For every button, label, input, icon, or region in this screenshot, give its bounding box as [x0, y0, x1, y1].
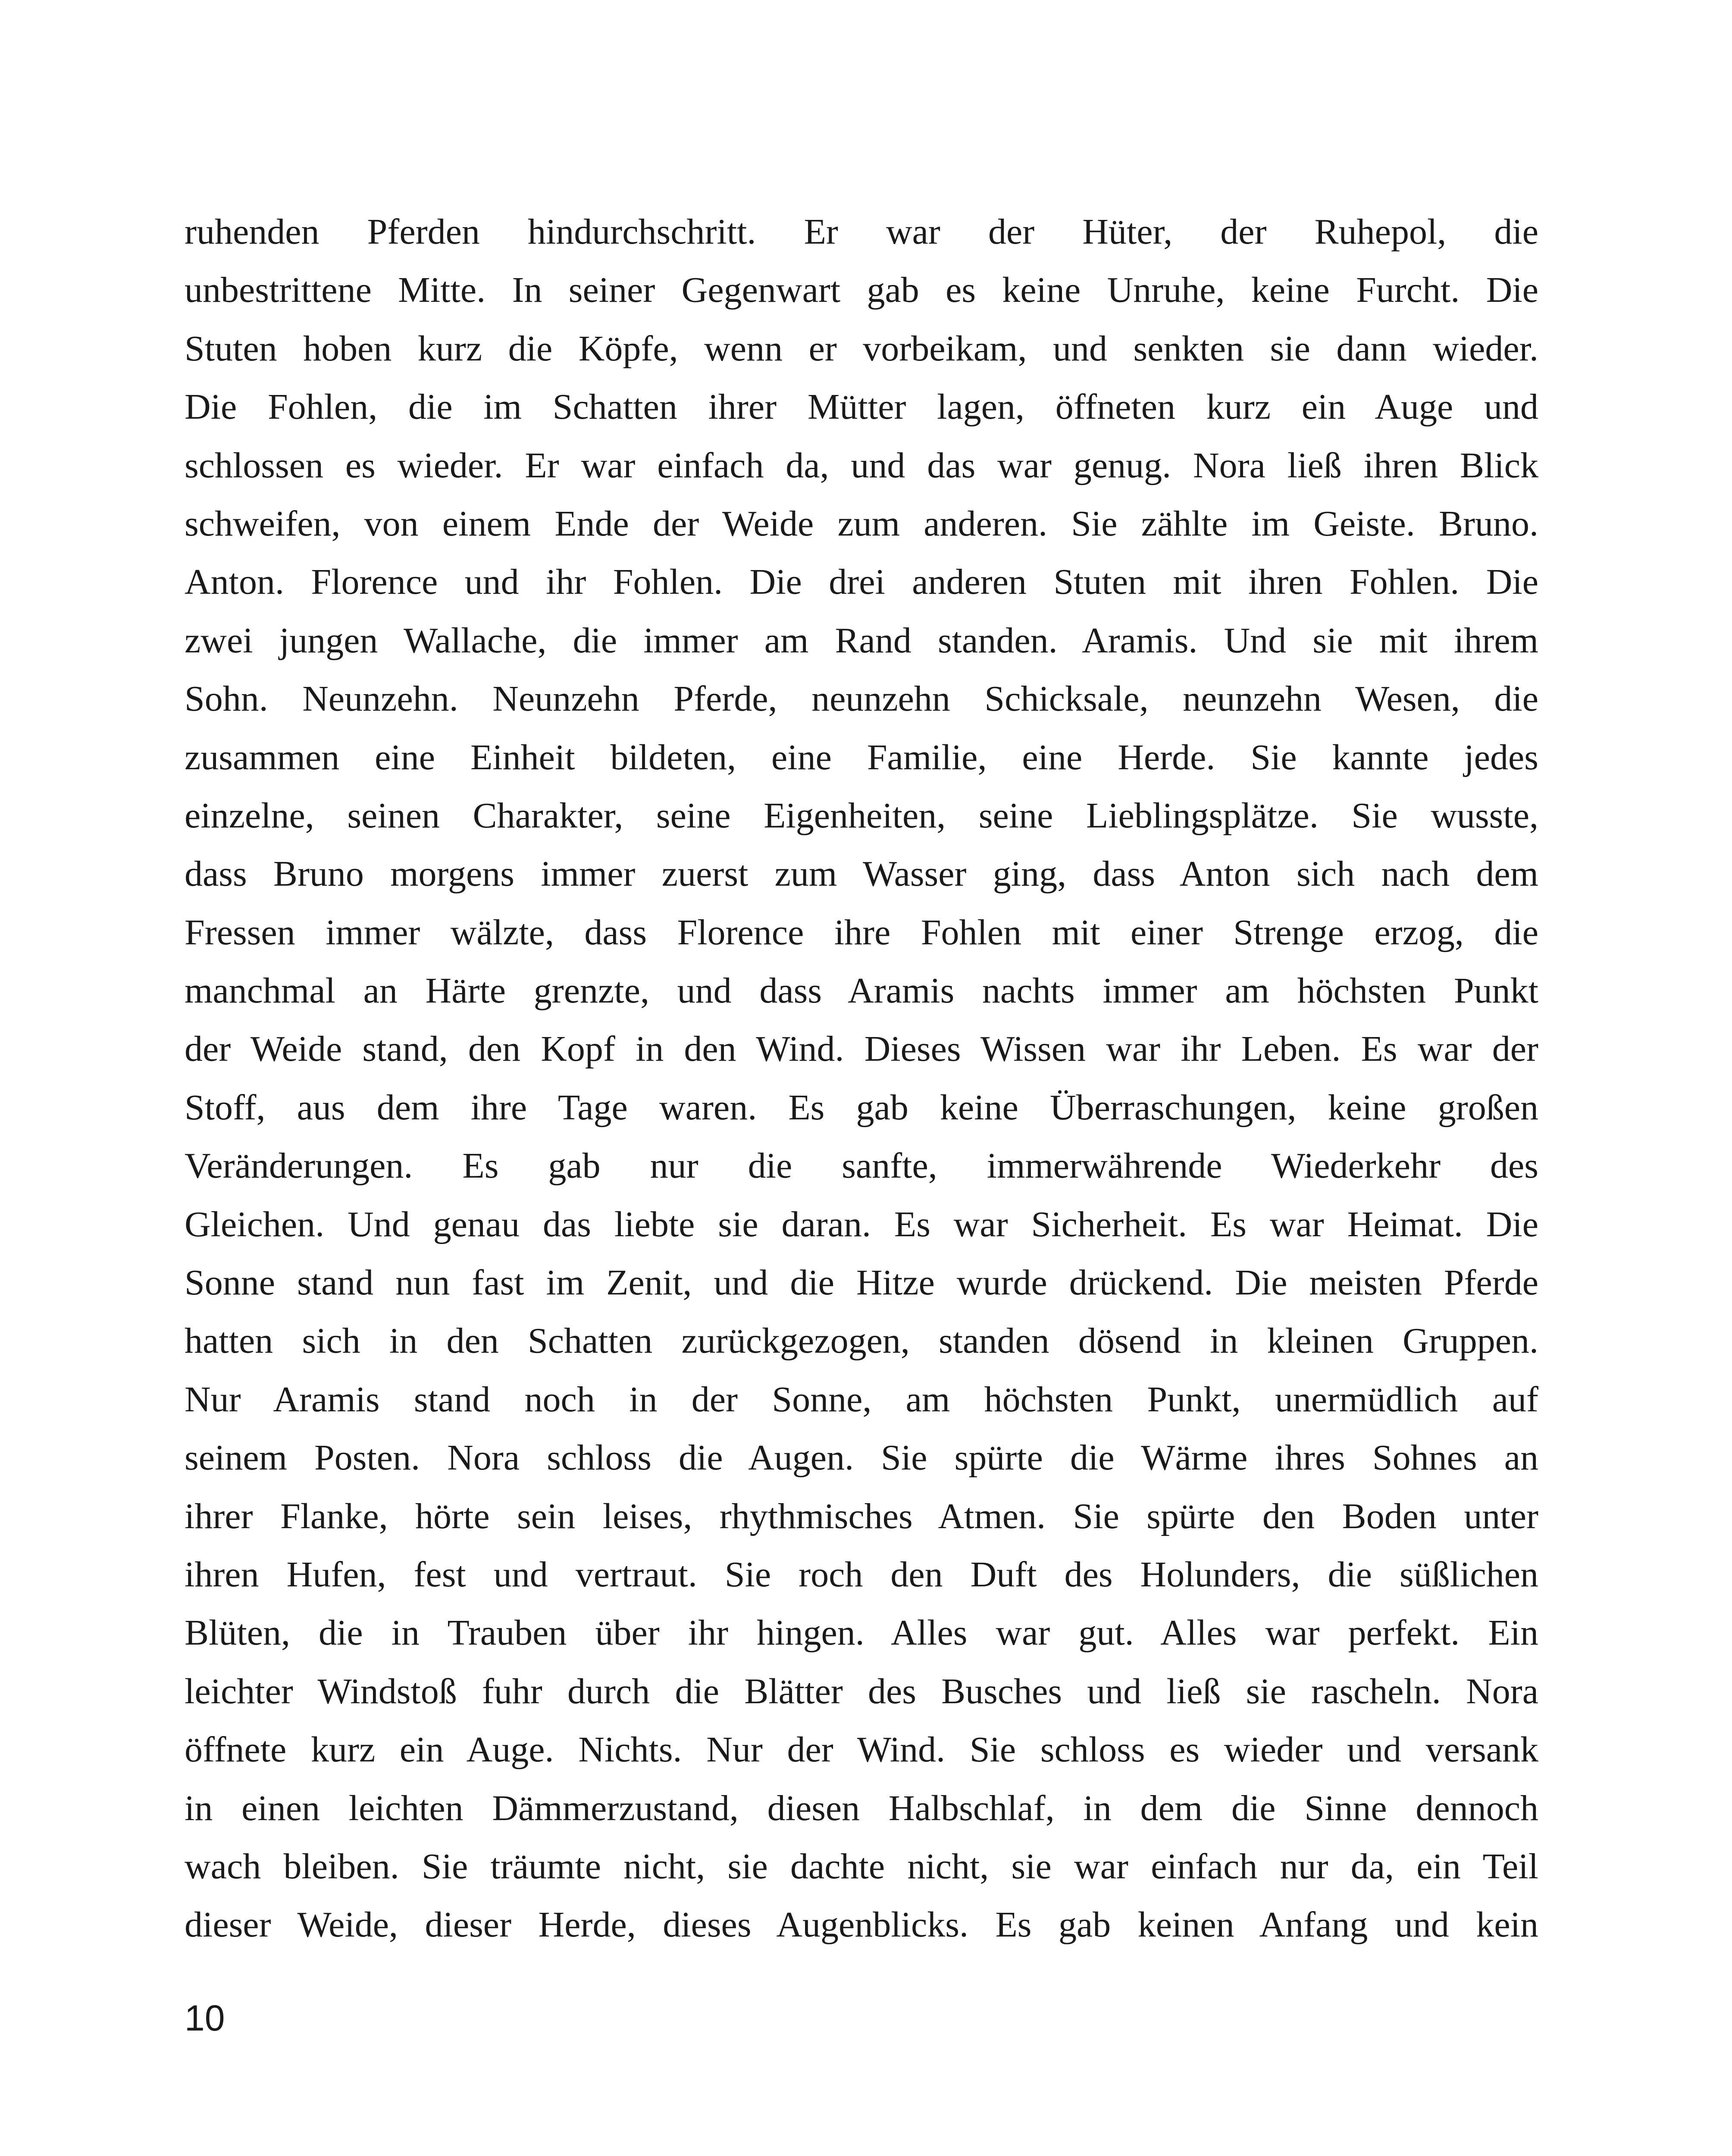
text-line: der Weide stand, den Kopf in den Wind. Dieses Wissen war ihr Leben. Es war der	[185, 1029, 1538, 1069]
text-line: öffnete kurz ein Auge. Nichts. Nur der Wind. Sie schloss es wieder und versank	[185, 1730, 1538, 1770]
text-line: seinem Posten. Nora schloss die Augen. Sie spürte die Wärme ihres Sohnes an	[185, 1438, 1538, 1478]
text-line: einzelne, seinen Charakter, seine Eigenheiten, seine Lieblingsplätze. Sie wusste,	[185, 795, 1538, 836]
text-line: unbestrittene Mitte. In seiner Gegenwart gab es keine Unruhe, keine Furcht. Die	[185, 270, 1538, 310]
text-line: Sohn. Neunzehn. Neunzehn Pferde, neunzehn Schicksale, neunzehn Wesen, die	[185, 679, 1538, 719]
page-number: 10	[185, 1998, 225, 2038]
text-line: Veränderungen. Es gab nur die sanfte, immerwährende Wiederkehr des	[185, 1146, 1538, 1186]
text-line: in einen leichten Dämmerzustand, diesen Halbschlaf, in dem die Sinne dennoch	[185, 1788, 1538, 1828]
text-line: ihrer Flanke, hörte sein leises, rhythmisches Atmen. Sie spürte den Boden unter	[185, 1496, 1538, 1536]
text-line: Stuten hoben kurz die Köpfe, wenn er vorbeikam, und senkten sie dann wieder.	[185, 328, 1538, 369]
text-line: ruhenden Pferden hindurchschritt. Er war der Hüter, der Ruhepol, die	[185, 212, 1538, 252]
text-line: zwei jungen Wallache, die immer am Rand standen. Aramis. Und sie mit ihrem	[185, 620, 1538, 661]
text-line: Gleichen. Und genau das liebte sie daran. Es war Sicherheit. Es war Heimat. Die	[185, 1204, 1538, 1244]
text-line: zusammen eine Einheit bildeten, eine Familie, eine Herde. Sie kannte jedes	[185, 737, 1538, 777]
text-line: Fressen immer wälzte, dass Florence ihre Fohlen mit einer Strenge erzog, die	[185, 912, 1538, 953]
text-line: Blüten, die in Trauben über ihr hingen. Alles war gut. Alles war perfekt. Ein	[185, 1613, 1538, 1653]
body-text	[185, 203, 1538, 1954]
text-line: Nur Aramis stand noch in der Sonne, am höchsten Punkt, unermüdlich auf	[185, 1379, 1538, 1420]
text-line: ihren Hufen, fest und vertraut. Sie roch den Duft des Holunders, die süßlichen	[185, 1554, 1538, 1595]
text-line: wach bleiben. Sie träumte nicht, sie dachte nicht, sie war einfach nur da, ein Teil	[185, 1846, 1538, 1887]
text-line: Anton. Florence und ihr Fohlen. Die drei anderen Stuten mit ihren Fohlen. Die	[185, 562, 1538, 602]
text-line: Sonne stand nun fast im Zenit, und die Hitze wurde drückend. Die meisten Pferde	[185, 1263, 1538, 1303]
text-line: leichter Windstoß fuhr durch die Blätter des Busches und ließ sie rascheln. Nora	[185, 1671, 1538, 1711]
text-line: schlossen es wieder. Er war einfach da, und das war genug. Nora ließ ihren Blick	[185, 445, 1538, 486]
text-line: dieser Weide, dieser Herde, dieses Augenblicks. Es gab keinen Anfang und kein	[185, 1905, 1538, 1945]
text-line: dass Bruno morgens immer zuerst zum Wasser ging, dass Anton sich nach dem	[185, 854, 1538, 894]
text-line: Stoff, aus dem ihre Tage waren. Es gab keine Überraschungen, keine großen	[185, 1087, 1538, 1128]
text-line: manchmal an Härte grenzte, und dass Aramis nachts immer am höchsten Punkt	[185, 971, 1538, 1011]
text-line: hatten sich in den Schatten zurückgezogen, standen dösend in kleinen Gruppen.	[185, 1321, 1538, 1361]
text-line: Die Fohlen, die im Schatten ihrer Mütter lagen, öffneten kurz ein Auge und	[185, 387, 1538, 427]
text-line: schweifen, von einem Ende der Weide zum anderen. Sie zählte im Geiste. Bruno.	[185, 503, 1538, 544]
